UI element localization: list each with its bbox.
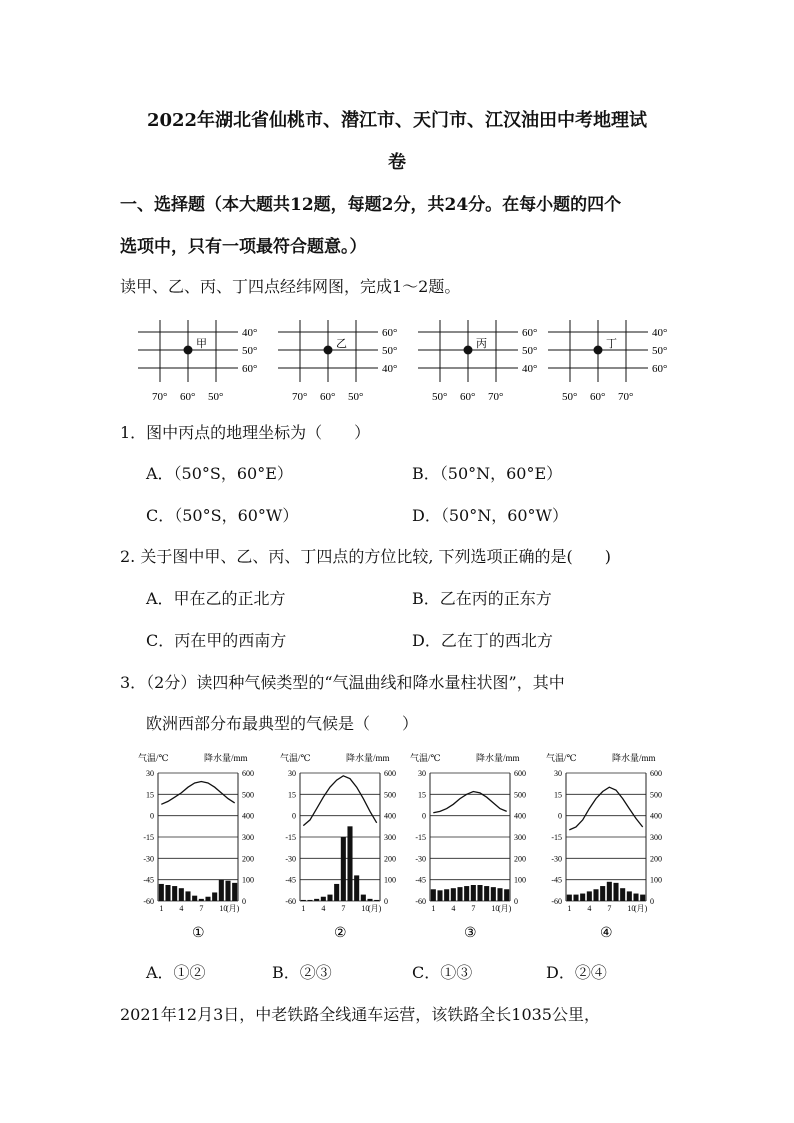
precip-tick-label: 600: [514, 769, 526, 778]
lat-tick-label: 40°: [242, 327, 258, 339]
lat-tick-label: 40°: [522, 363, 538, 375]
precip-tick-label: 100: [650, 875, 662, 885]
temp-tick-label: -60: [143, 897, 154, 906]
precip-bar: [613, 883, 618, 901]
precip-bar: [504, 889, 509, 901]
temp-tick-label: -30: [415, 854, 426, 864]
lat-lon-grids: [130, 318, 680, 410]
q2-option-b[interactable]: B．乙在丙的正东方: [412, 589, 552, 608]
temp-tick-label: -15: [415, 833, 426, 842]
precip-tick-label: 0: [384, 897, 388, 906]
temp-tick-label: 15: [418, 790, 426, 800]
month-unit-label: (月): [226, 904, 240, 913]
lat-tick-label: 50°: [242, 345, 258, 357]
temp-tick-label: 15: [554, 790, 562, 800]
precip-tick-label: 400: [384, 811, 396, 821]
precip-bar: [199, 899, 204, 901]
precip-tick-label: 600: [650, 769, 662, 778]
precip-bar: [633, 894, 638, 901]
precip-bar: [431, 889, 436, 901]
precip-tick-label: 0: [650, 897, 654, 906]
climate-charts: [136, 745, 696, 945]
month-tick-label: 10: [219, 904, 228, 913]
precip-bar: [464, 886, 469, 901]
point-label: 甲: [196, 338, 207, 350]
precip-bar: [367, 899, 372, 901]
grid-1: [138, 320, 257, 403]
temp-tick-label: 30: [146, 769, 154, 778]
month-tick-label: 1: [301, 904, 306, 913]
lat-tick-label: 50°: [382, 345, 398, 357]
temp-axis-label: 气温/℃: [138, 753, 169, 763]
temp-tick-label: -30: [143, 854, 154, 864]
precip-tick-label: 100: [384, 875, 396, 885]
temp-tick-label: -30: [551, 854, 562, 864]
temp-tick-label: -60: [551, 897, 562, 906]
q2-option-c[interactable]: C．丙在甲的西南方: [146, 631, 287, 650]
month-unit-label: (月): [498, 904, 512, 913]
q3-option-a[interactable]: A．①②: [146, 963, 206, 982]
precip-tick-label: 400: [514, 811, 526, 821]
precip-bar: [451, 888, 456, 901]
precip-bar: [497, 888, 502, 901]
precip-bar: [627, 891, 632, 901]
q3-stem-line1: 3．（2分）读四种气候类型的“气温曲线和降水量柱状图”，其中: [120, 673, 565, 692]
q1-option-c[interactable]: C．（50°S，60°W）: [146, 506, 299, 525]
point-marker: [464, 346, 473, 355]
chart-caption: ②: [334, 926, 347, 941]
precip-tick-label: 200: [514, 854, 526, 864]
precip-bar: [314, 899, 319, 901]
temp-tick-label: 0: [558, 811, 562, 821]
temp-tick-label: 0: [292, 811, 296, 821]
climate-chart-4: [546, 752, 662, 941]
precip-tick-label: 500: [650, 790, 662, 800]
lon-tick-label: 60°: [320, 391, 336, 403]
precip-bar: [471, 885, 476, 901]
precip-bar: [437, 890, 442, 901]
lon-tick-label: 60°: [180, 391, 196, 403]
precip-bar: [573, 895, 578, 901]
precip-bar: [301, 900, 306, 901]
lat-tick-label: 50°: [652, 345, 668, 357]
month-tick-label: 4: [179, 904, 184, 913]
lon-tick-label: 50°: [562, 391, 578, 403]
precip-bar: [567, 895, 572, 901]
chart-caption: ④: [600, 926, 613, 941]
precip-bar: [484, 886, 489, 901]
lat-tick-label: 50°: [522, 345, 538, 357]
q1-stem: 1．图中丙点的地理坐标为（ ）: [120, 423, 371, 442]
month-tick-label: 7: [607, 904, 612, 913]
precip-bar: [192, 896, 197, 901]
precip-tick-label: 300: [384, 833, 396, 842]
precip-bar: [212, 892, 217, 901]
lat-tick-label: 60°: [522, 327, 538, 339]
month-tick-label: 10: [491, 904, 500, 913]
lon-tick-label: 70°: [152, 391, 168, 403]
month-tick-label: 10: [361, 904, 370, 913]
q1-option-a[interactable]: A．（50°S，60°E）: [146, 464, 293, 483]
temp-tick-label: 30: [418, 769, 426, 778]
precip-bar: [600, 886, 605, 901]
climate-chart-2: [280, 752, 396, 941]
precip-axis-label: 降水量/mm: [612, 753, 656, 763]
lon-tick-label: 70°: [488, 391, 504, 403]
precip-axis-label: 降水量/mm: [346, 753, 390, 763]
precip-tick-label: 600: [384, 769, 396, 778]
month-tick-label: 4: [451, 904, 456, 913]
point-marker: [184, 346, 193, 355]
lon-tick-label: 50°: [208, 391, 224, 403]
precip-bar: [444, 889, 449, 901]
month-tick-label: 7: [471, 904, 476, 913]
precip-tick-label: 100: [514, 875, 526, 885]
temp-tick-label: -45: [285, 875, 296, 885]
temp-tick-label: 15: [146, 790, 154, 800]
precip-bar: [587, 891, 592, 901]
month-tick-label: 1: [567, 904, 572, 913]
q2-option-d[interactable]: D．乙在丁的西北方: [412, 631, 553, 650]
temp-axis-label: 气温/℃: [280, 753, 311, 763]
q2-option-a[interactable]: A．甲在乙的正北方: [146, 589, 286, 608]
temp-curve: [303, 776, 376, 826]
precip-tick-label: 300: [514, 833, 526, 842]
month-unit-label: (月): [368, 904, 382, 913]
precip-bar: [185, 891, 190, 901]
precip-tick-label: 0: [242, 897, 246, 906]
month-tick-label: 1: [431, 904, 436, 913]
paper-title-line2: 卷: [388, 152, 406, 173]
precip-bar: [374, 900, 379, 901]
precip-bar: [307, 900, 312, 901]
precip-tick-label: 600: [242, 769, 254, 778]
month-tick-label: 7: [341, 904, 346, 913]
precip-bar: [640, 895, 645, 901]
month-tick-label: 7: [199, 904, 204, 913]
precip-bar: [159, 884, 164, 901]
precip-bar: [172, 886, 177, 901]
lat-tick-label: 60°: [242, 363, 258, 375]
month-tick-label: 10: [627, 904, 636, 913]
month-unit-label: (月): [634, 904, 648, 913]
precip-tick-label: 0: [514, 897, 518, 906]
temp-axis-label: 气温/℃: [546, 753, 577, 763]
precip-bar: [491, 887, 496, 901]
temp-curve: [161, 782, 234, 805]
chart-caption: ①: [192, 926, 205, 941]
temp-tick-label: 0: [422, 811, 426, 821]
lon-tick-label: 70°: [292, 391, 308, 403]
precip-tick-label: 500: [384, 790, 396, 800]
point-label: 乙: [336, 338, 347, 350]
temp-tick-label: 30: [288, 769, 296, 778]
precip-tick-label: 100: [242, 875, 254, 885]
q3-option-d[interactable]: D．②④: [546, 963, 607, 982]
section-heading-line2: 选项中，只有一项最符合题意。）: [120, 237, 367, 257]
lon-tick-label: 50°: [432, 391, 448, 403]
passage-text: 2021年12月3日，中老铁路全线通车运营，该铁路全长1035公里，: [120, 1005, 600, 1024]
section-heading-line1: 一、选择题（本大题共12题，每题2分，共24分。在每小题的四个: [120, 195, 622, 215]
temp-axis-label: 气温/℃: [410, 753, 441, 763]
climate-chart-1: [138, 752, 254, 941]
precip-bar: [321, 897, 326, 901]
precip-bar: [179, 888, 184, 901]
precip-tick-label: 500: [242, 790, 254, 800]
precip-axis-label: 降水量/mm: [476, 753, 520, 763]
precip-bar: [607, 882, 612, 901]
lat-tick-label: 60°: [382, 327, 398, 339]
precip-bar: [334, 884, 339, 901]
lon-tick-label: 70°: [618, 391, 634, 403]
temp-tick-label: -45: [143, 875, 154, 885]
precip-tick-label: 300: [650, 833, 662, 842]
precip-tick-label: 200: [650, 854, 662, 864]
temp-tick-label: -60: [415, 897, 426, 906]
q1-option-d[interactable]: D．（50°N，60°W）: [412, 506, 568, 525]
precip-bar: [354, 875, 359, 901]
lon-tick-label: 60°: [460, 391, 476, 403]
temp-tick-label: -60: [285, 897, 296, 906]
precip-bar: [620, 888, 625, 901]
lon-tick-label: 50°: [348, 391, 364, 403]
chart-caption: ③: [464, 926, 477, 941]
temp-tick-label: -45: [415, 875, 426, 885]
month-tick-label: 1: [159, 904, 164, 913]
temp-tick-label: -30: [285, 854, 296, 864]
precip-tick-label: 200: [384, 854, 396, 864]
precip-bar: [219, 880, 224, 901]
lon-tick-label: 60°: [590, 391, 606, 403]
temp-tick-label: -45: [551, 875, 562, 885]
temp-tick-label: -15: [285, 833, 296, 842]
q3-option-b[interactable]: B．②③: [272, 963, 332, 982]
point-marker: [324, 346, 333, 355]
precip-tick-label: 500: [514, 790, 526, 800]
precip-tick-label: 400: [650, 811, 662, 821]
q2-stem: 2. 关于图中甲、乙、丙、丁四点的方位比较, 下列选项正确的是( ): [120, 547, 612, 566]
paper-title-line1: 2022年湖北省仙桃市、潜江市、天门市、江汉油田中考地理试: [146, 110, 648, 131]
precip-bar: [457, 887, 462, 901]
q1-option-b[interactable]: B．（50°N，60°E）: [412, 464, 563, 483]
q3-stem-line2: 欧洲西部分布最典型的气候是（ ）: [146, 714, 419, 733]
precip-bar: [205, 897, 210, 901]
precip-bar: [593, 889, 598, 901]
precip-bar: [327, 895, 332, 901]
grid-2: [278, 320, 397, 403]
precip-tick-label: 200: [242, 854, 254, 864]
lat-tick-label: 40°: [382, 363, 398, 375]
precip-bar: [225, 881, 230, 901]
grid-4: [548, 320, 667, 403]
temp-tick-label: 15: [288, 790, 296, 800]
precip-bar: [165, 885, 170, 901]
point-marker: [594, 346, 603, 355]
month-tick-label: 4: [587, 904, 592, 913]
precip-bar: [341, 837, 346, 901]
temp-tick-label: -15: [551, 833, 562, 842]
temp-curve: [569, 787, 642, 830]
temp-tick-label: -15: [143, 833, 154, 842]
lat-tick-label: 40°: [652, 327, 668, 339]
point-label: 丁: [606, 338, 617, 350]
precip-tick-label: 300: [242, 833, 254, 842]
precip-bar: [477, 885, 482, 901]
precip-bar: [361, 895, 366, 901]
grid-3: [418, 320, 537, 403]
month-tick-label: 4: [321, 904, 326, 913]
lat-tick-label: 60°: [652, 363, 668, 375]
precip-tick-label: 400: [242, 811, 254, 821]
intro-q1-2: 读甲、乙、丙、丁四点经纬网图，完成1～2题。: [120, 277, 461, 296]
q3-option-c[interactable]: C．①③: [412, 963, 473, 982]
precip-bar: [580, 894, 585, 901]
point-label: 丙: [476, 338, 487, 350]
precip-bar: [347, 826, 352, 901]
temp-tick-label: 0: [150, 811, 154, 821]
precip-bar: [232, 883, 237, 901]
temp-tick-label: 30: [554, 769, 562, 778]
precip-axis-label: 降水量/mm: [204, 753, 248, 763]
climate-chart-3: [410, 752, 526, 941]
